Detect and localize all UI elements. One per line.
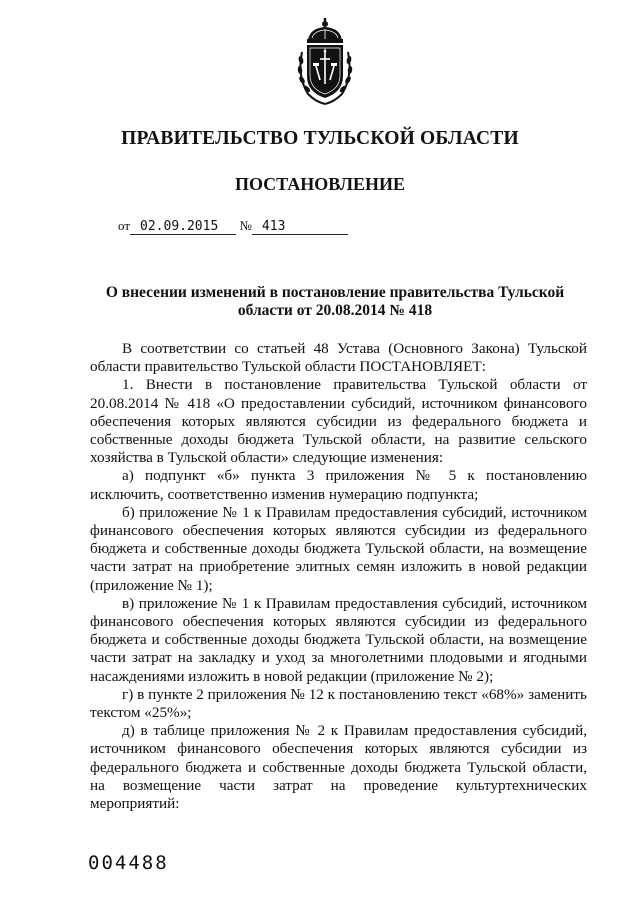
date-label: от xyxy=(118,218,131,233)
paragraph-subitem-g: г) в пункте 2 приложения № 12 к постановлению текст «68%» заменить текстом «25%»; xyxy=(90,685,587,722)
document-reference xyxy=(118,218,348,235)
paragraph-subitem-b: б) приложение № 1 к Правилам предоставления субсидий, источником финансового обеспечения которых являются субсидии из федерального бюджета и собственные доходы бюджета Тульской области, на возмещение части затрат на приобретение элитных семян изложить в новой редакции (приложение № 1); xyxy=(90,503,587,594)
government-title: ПРАВИТЕЛЬСТВО ТУЛЬСКОЙ ОБЛАСТИ xyxy=(121,128,519,149)
paragraph-subitem-v: в) приложение № 1 к Правилам предоставления субсидий, источником финансового обеспечения которых являются субсидии из федерального бюджета и собственные доходы бюджета Тульской области, на возмещение части затрат на закладку и уход за многолетними плодовыми и ягодными насаждениями изложить в новой редакции (приложение № 2); xyxy=(90,594,587,685)
document-body xyxy=(90,340,587,813)
document-subject: О внесении изменений в постановление правительства Тульской области от 20.08.2014 № 418 xyxy=(105,284,565,319)
paragraph-subitem-a: а) подпункт «б» пункта 3 приложения № 5 к постановлению исключить, соответственно изменив нумерацию подпункта; xyxy=(90,467,587,503)
tula-coat-of-arms-icon xyxy=(296,18,354,106)
serial-number: 004488 xyxy=(88,852,169,874)
paragraph-item-1: 1. Внести в постановление правительства Тульской области от 20.08.2014 № 418 «О предоставлении субсидий, источником финансового обеспечения которых являются субсидии из федерального бюджета и собственные доходы бюджета Тульской области, на развитие сельского хозяйства в Тульской области» следующие изменения: xyxy=(90,376,587,467)
paragraph-subitem-d: д) в таблице приложения № 2 к Правилам предоставления субсидий, источником финансового обеспечения которых являются субсидии из федерального бюджета и собственные доходы бюджета Тульской области, на возмещение части затрат на проведение культуртехнических мероприятий: xyxy=(90,722,587,813)
number-label: № xyxy=(239,218,252,233)
document-number: 413 xyxy=(252,219,348,235)
document-date: 02.09.2015 xyxy=(130,219,236,235)
paragraph-preamble: В соответствии со статьей 48 Устава (Основного Закона) Тульской области правительство Тульской области ПОСТАНОВЛЯЕТ: xyxy=(90,340,587,376)
document-type: ПОСТАНОВЛЕНИЕ xyxy=(234,174,406,194)
